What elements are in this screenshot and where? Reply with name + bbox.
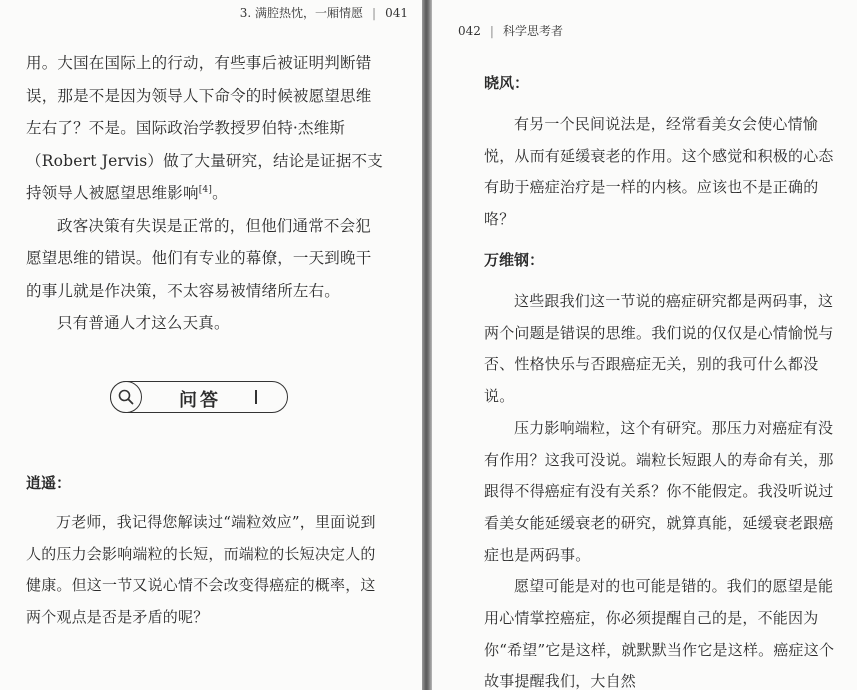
speaker-1-paragraph: 有另一个民间说法是，经常看美女会使心情愉悦，从而有延缓衰老的作用。这个感觉和积极的心态有助于癌症治疗是一样的内核。应该也不是正确的咯？ <box>484 115 834 228</box>
question-paragraph: 万老师，我记得您解读过“端粒效应”，里面说到人的压力会影响端粒的长短，而端粒的长短决定人的健康。但这一节又说心情不会改变得癌症的概率，这两个观点是否是矛盾的呢？ <box>26 513 376 626</box>
chapter-title: 3. 满腔热忱，一厢情愿 <box>239 6 364 20</box>
left-page <box>0 0 422 690</box>
right-page <box>432 0 857 690</box>
answer-paragraph-2: 压力影响端粒，这个有研究。那压力对癌症有没有作用？这我可没说。端粒长短跟人的寿命有关，那跟得不得癌症有没有关系？你不能假定。我没听说过看美女能延缓衰老的研究，就算真能，延缓衰老跟癌症也是两码事。 <box>484 418 834 564</box>
answer-paragraph-3: 愿望可能是对的也可能是错的。我们的愿望是能用心情掌控癌症，你必须提醒自己的是，不能因为你“希望”它是这样，就默默当作它是这样。癌症这个故事提醒我们，大自然 <box>484 577 835 691</box>
search-icon <box>117 388 135 406</box>
section-title: 问答 <box>179 390 221 411</box>
left-body-text <box>26 47 384 340</box>
book-spine-gutter <box>422 0 432 690</box>
qa-icon-circle <box>110 381 142 413</box>
speaker-name: 万维钢： <box>484 251 545 269</box>
answer-paragraph-1: 这些跟我们这一节说的癌症研究都是两码事，这两个问题是错误的思维。我们说的仅仅是心情愉悦与否、性格快乐与否跟癌症无关，别的我可什么都没说。 <box>484 292 834 406</box>
book-title: 科学思考者 <box>502 24 563 38</box>
paragraph-1 <box>26 47 384 210</box>
speaker-name: 晓风： <box>484 74 530 92</box>
speaker-name: 逍遥： <box>26 474 72 492</box>
left-page-number: 041 <box>385 6 408 20</box>
paragraph-2: 政客决策有失误是正常的，但他们通常不会犯愿望思维的错误。他们有专业的幕僚，一天到晚干的事儿就是作决策，不太容易被情绪所左右。 <box>26 216 372 300</box>
paragraph-3: 只有普通人才这么天真。 <box>57 314 230 332</box>
header-separator: | <box>489 24 494 38</box>
header-separator: | <box>372 6 377 20</box>
footnote-ref: [4] <box>198 185 213 195</box>
left-page-header <box>240 4 408 21</box>
question-text-block <box>26 507 386 633</box>
right-page-header <box>458 22 563 39</box>
answer-text-block <box>484 286 838 698</box>
paragraph-1-end: 。 <box>212 184 228 202</box>
right-page-number: 042 <box>458 24 481 38</box>
paragraph-1-text: 用。大国在国际上的行动，有些事后被证明判断错误，那是不是因为领导人下命令的时候被愿望思维左右了？不是。国际政治学教授罗伯特·杰维斯（Robert Jervis）做了大量研究，结论是证据不支持领导人被愿望思维影响 <box>26 54 383 202</box>
qa-section-banner <box>110 381 288 413</box>
cursor-bar-icon <box>255 390 257 404</box>
speaker-1-text-block <box>484 109 838 235</box>
